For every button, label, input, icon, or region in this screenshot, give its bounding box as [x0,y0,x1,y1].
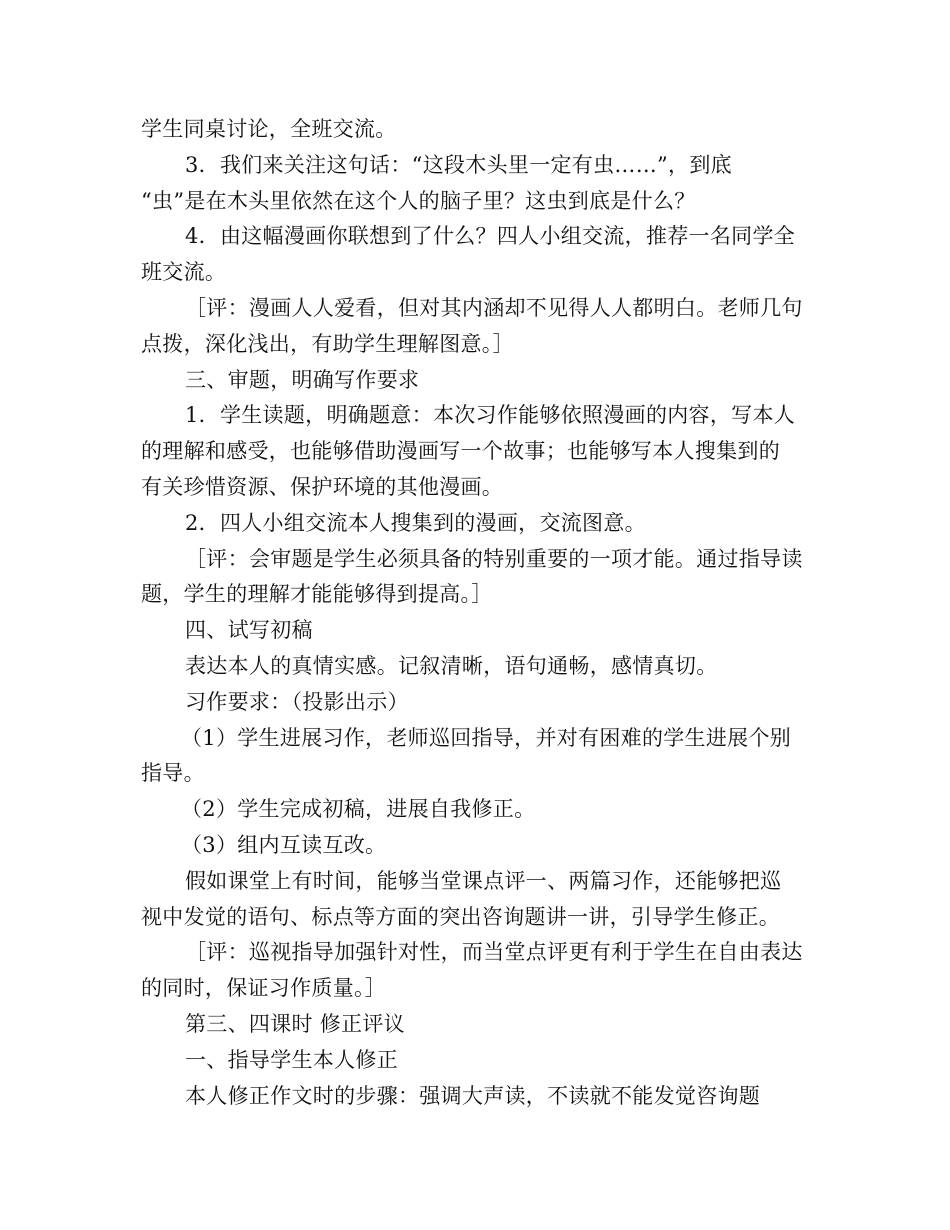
paragraph-line: （2）学生完成初稿，进展自我修正。 [181,797,536,822]
paragraph-line: （1）学生进展习作，老师巡回指导，并对有困难的学生进展个别 [181,725,792,750]
paragraph-line: 题，学生的理解才能能够得到提高。］ [141,582,493,607]
section-heading: 四、试写初稿 [185,618,313,643]
section-heading: 一、指导学生本人修正 [185,1047,398,1072]
paragraph-line: 3．我们来关注这句话：“这段木头里一定有虫……”，到底 [185,152,732,177]
paragraph-line: 指导。 [141,761,205,786]
paragraph-line: 的同时，保证习作质量。］ [141,976,387,1001]
section-heading: 三、审题，明确写作要求 [185,367,420,392]
paragraph-line: “虫”是在木头里依然在这个人的脑子里？这虫到底是什么？ [141,188,696,213]
section-heading: 第三、四课时 修正评议 [185,1011,405,1036]
paragraph-line: 习作要求：（投影出示） [185,689,409,714]
paragraph-line: 4．由这幅漫画你联想到了什么？四人小组交流，推荐一名同学全 [185,224,796,249]
paragraph-line: ［评：会审题是学生必须具备的特别重要的一项才能。通过指导读 [185,546,803,571]
paragraph-line: 点拨，深化浅出，有助学生理解图意。］ [141,331,514,356]
paragraph-line: ［评：漫画人人爱看，但对其内涵却不见得人人都明白。老师几句 [185,295,803,320]
paragraph-line: 2．四人小组交流本人搜集到的漫画，交流图意。 [185,510,646,535]
paragraph-line: 的理解和感受，也能够借助漫画写一个故事；也能够写本人搜集到的 [141,439,780,464]
paragraph-line: 班交流。 [141,260,227,285]
paragraph-line: 有关珍惜资源、保护环境的其他漫画。 [141,474,504,499]
paragraph-line: ［评：巡视指导加强针对性，而当堂点评更有利于学生在自由表达 [185,940,803,965]
paragraph-line: 表达本人的真情实感。记叙清晰，语句通畅，感情真切。 [185,653,718,678]
paragraph-line: 本人修正作文时的步骤：强调大声读，不读就不能发觉咨询题 [185,1083,761,1108]
paragraph-line: （3）组内互读互改。 [181,832,387,857]
paragraph-line: 视中发觉的语句、标点等方面的突出咨询题讲一讲，引导学生修正。 [141,904,780,929]
paragraph-line: 1．学生读题，明确题意：本次习作能够依照漫画的内容，写本人 [185,403,796,428]
paragraph-line: 假如课堂上有时间，能够当堂课点评一、两篇习作，还能够把巡 [185,868,782,893]
paragraph-line: 学生同桌讨论，全班交流。 [141,117,397,141]
document-body [141,112,813,1114]
